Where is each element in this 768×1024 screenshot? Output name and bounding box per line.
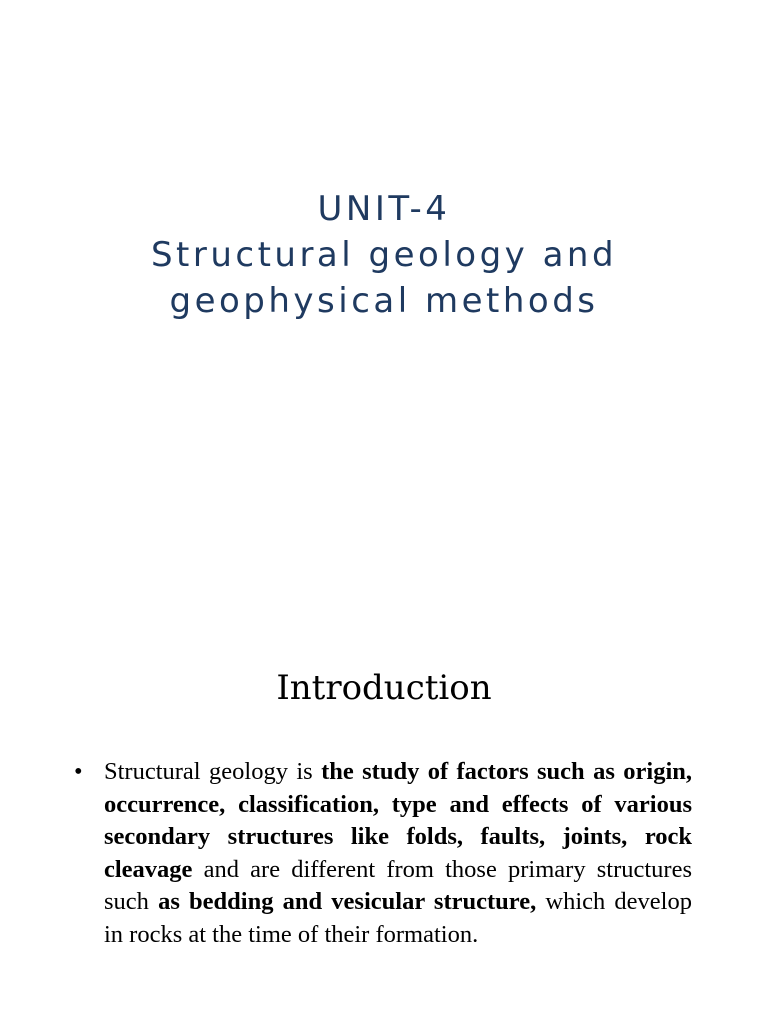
introduction-heading: Introduction	[276, 668, 492, 708]
title-line-unit: UNIT-4	[317, 189, 451, 229]
introduction-slide	[0, 560, 768, 1024]
bullet-item	[72, 756, 692, 951]
title-line-subject-cont: geophysical methods	[169, 281, 599, 321]
bullet-list	[72, 756, 692, 951]
slide-title	[0, 186, 768, 324]
bullet-text-bold: the study of factors such as origin, occurrence, classification, type and effects of various secondary structures like folds, faults, joints, rock cleavage	[104, 758, 692, 883]
bullet-text-plain: which develop in rocks at the time of their formation.	[104, 888, 692, 948]
bullet-text-plain: Structural geology is	[104, 758, 322, 785]
bullet-dot-icon: •	[74, 758, 83, 785]
title-line-subject: Structural geology and	[150, 235, 618, 275]
bullet-text-bold: as bedding and vesicular structure,	[158, 888, 537, 915]
bullet-text-plain: and are different from those primary structures such	[104, 855, 692, 915]
